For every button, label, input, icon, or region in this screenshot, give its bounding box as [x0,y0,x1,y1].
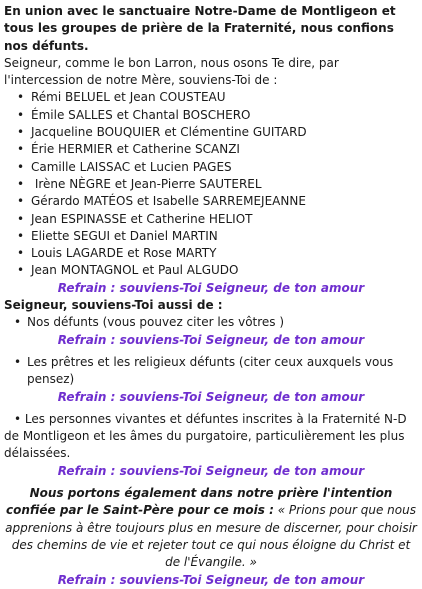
list-item [4,245,418,262]
name-pair: Louis LAGARDE et Rose MARTY [31,246,217,261]
bullet: • [17,90,25,105]
intention-text: Nos défunts (vous pouvez citer les vôtres ) [27,315,285,330]
prayer-page [0,3,422,589]
list-item [4,193,418,210]
name-pair: Eliette SEGUI et Daniel MARTIN [31,228,218,243]
intention-item [4,314,418,331]
list-item [4,228,418,245]
list-item [4,159,418,176]
name-pair: Camille LAISSAC et Lucien PAGES [31,159,232,174]
intention-text: Les prêtres et les religieux défunts (citer ceux auxquels vous pensez) [27,354,394,387]
bullet: • [17,194,25,209]
name-pair: Jacqueline BOUQUIER et Clémentine GUITARD [31,125,307,140]
bullet: • [17,107,25,122]
bullet: • [14,354,22,369]
intro-invocation: Seigneur, comme le bon Larron, nous osons Te dire, par l'intercession de notre Mère, souviens-Toi de : [4,55,339,88]
bullet: • [14,315,22,330]
bullet: • [14,411,22,426]
list-item [4,89,418,106]
list-item [4,141,418,158]
bullet: • [17,142,25,157]
refrain: Refrain : souviens-Toi Seigneur, de ton amour [57,389,365,404]
closing-paragraph [4,485,418,571]
bullet: • [17,125,25,140]
list-item [4,176,418,193]
intention-item [4,354,418,389]
refrain: Refrain : souviens-Toi Seigneur, de ton amour [57,463,365,478]
bullet: • [17,176,25,191]
name-pair: Érie HERMIER et Catherine SCANZI [31,142,240,157]
refrain: Refrain : souviens-Toi Seigneur, de ton amour [57,280,365,295]
bullet: • [17,159,25,174]
name-pair: Émile SALLES et Chantal BOSCHERO [31,107,251,122]
refrain: Refrain : souviens-Toi Seigneur, de ton amour [57,572,365,587]
bullet: • [17,263,25,278]
intention-text: Les personnes vivantes et défuntes inscrites à la Fraternité N-D de Montligeon et les âmes du purgatoire, particulièrement les plus délaissées. [4,411,407,461]
refrain: Refrain : souviens-Toi Seigneur, de ton amour [57,332,365,347]
name-pair: Irène NÈGRE et Jean-Pierre SAUTEREL [31,176,262,191]
bullet: • [17,211,25,226]
list-item [4,211,418,228]
list-item [4,107,418,124]
also-heading: Seigneur, souviens-Toi aussi de : [4,298,223,313]
closing-quote: « Prions pour que nous apprenions à être toujours plus en mesure de discerner, pour choisir des chemins de vie et rejeter tout ce qui nous éloigne du Christ et de l'Évangile. » [5,503,417,570]
name-pair: Rémi BELUEL et Jean COUSTEAU [31,90,226,105]
name-pair: Jean MONTAGNOL et Paul ALGUDO [31,263,239,278]
name-pair: Jean ESPINASSE et Catherine HELIOT [31,211,253,226]
intention-item [4,411,418,463]
intro-title: En union avec le sanctuaire Notre-Dame de Montligeon et tous les groupes de prière de la Fraternité, nous confions nos défunts. [4,4,396,53]
list-item [4,262,418,279]
names-list [4,89,418,279]
list-item [4,124,418,141]
closing-lead: Nous portons également dans notre prière l'intention confiée par le Saint-Père pour ce mois : [6,486,393,518]
bullet: • [17,246,25,261]
name-pair: Gérardo MATÉOS et Isabelle SARREMEJEANNE [31,194,306,209]
bullet: • [17,228,25,243]
